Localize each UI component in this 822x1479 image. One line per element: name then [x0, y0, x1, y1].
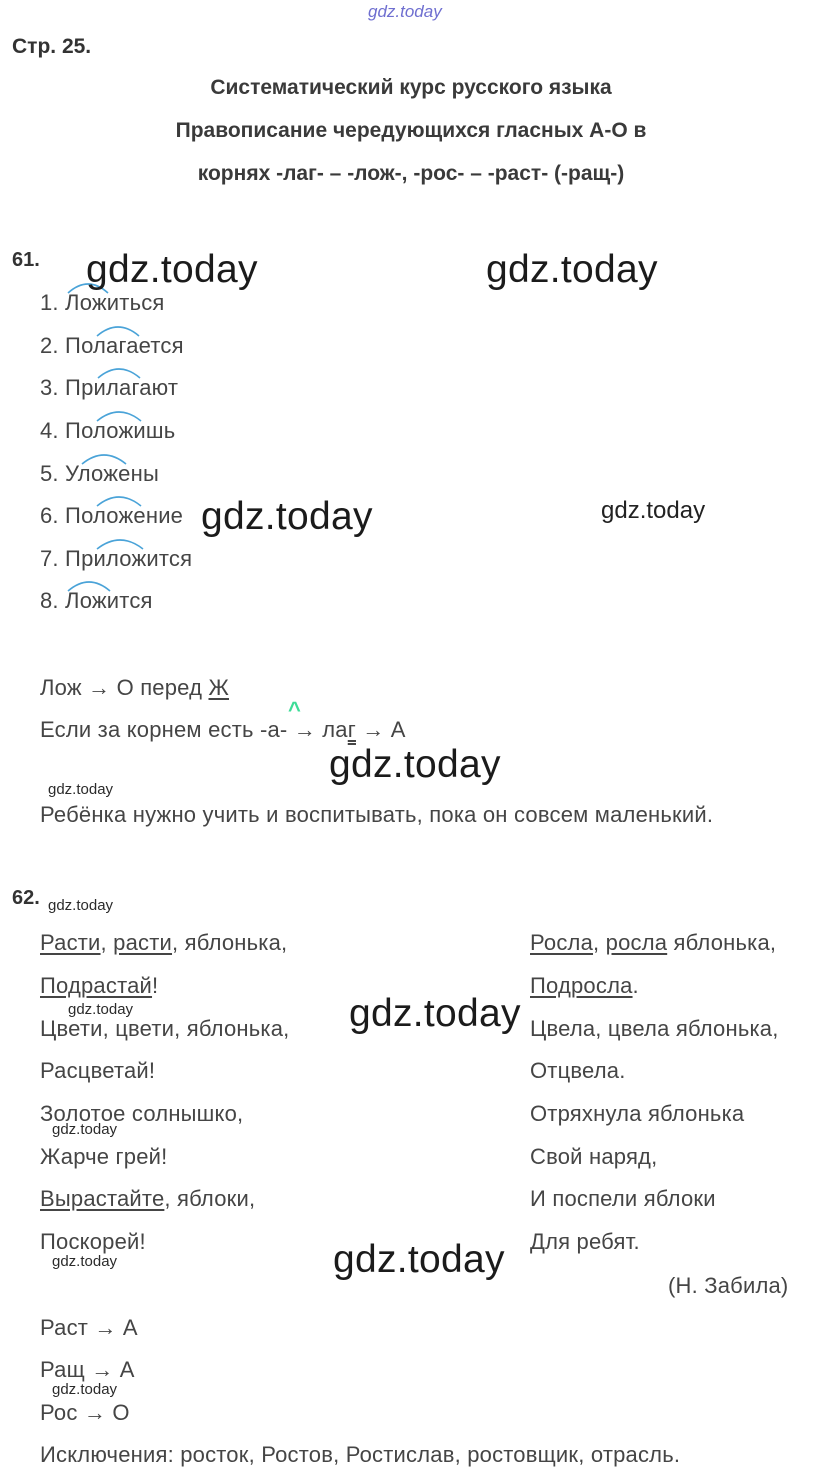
ex61-sentence: Ребёнка нужно учить и воспитывать, пока он совсем маленький. — [40, 802, 714, 827]
poem-left-line — [40, 1058, 155, 1084]
poem-right-line — [530, 1186, 716, 1212]
ex62-rule: Ращ → А — [40, 1357, 135, 1382]
watermark: gdz.today — [52, 1381, 118, 1398]
poem-text: яблонька, — [667, 930, 777, 955]
title-line-1: Систематический курс русского языка — [210, 76, 612, 99]
poem-text: Золотое солнышко, — [40, 1101, 244, 1126]
poem-right-line — [530, 930, 776, 956]
watermark: gdz.today — [333, 1238, 505, 1281]
title-line-3: корнях -лаг- – -лож-, -рос- – -раст- (-ращ-) — [197, 162, 625, 185]
ex61-item: 8. Ложится — [40, 588, 153, 613]
ex61-rule-1: Лож → О перед Ж — [40, 675, 229, 700]
ex61-item: 6. Положение — [40, 503, 184, 528]
poem-right-line — [530, 1058, 626, 1084]
watermark: gdz.today — [48, 897, 114, 914]
underlined-word: Росла — [530, 930, 594, 955]
title-line-2: Правописание чередующихся гласных А-О в — [175, 119, 647, 142]
poem-right-line — [530, 1144, 657, 1170]
watermark: gdz.today — [329, 743, 501, 786]
watermark: gdz.today — [86, 248, 258, 291]
page-number: Стр. 25. — [12, 35, 92, 58]
ex62-rule: Раст → А — [40, 1315, 138, 1340]
poem-left-line — [40, 1016, 289, 1042]
poem-text: ! — [152, 973, 159, 998]
ex61-item: 5. Уложены — [40, 461, 159, 486]
exercise-61-number: 61. — [12, 249, 40, 271]
underlined-word: Подрастай — [40, 973, 153, 998]
poem-text: Для ребят. — [530, 1229, 640, 1254]
poem-text: , — [593, 930, 606, 955]
underlined-word: Вырастайте — [40, 1186, 165, 1211]
underlined-word: Расти — [40, 930, 101, 955]
root-letter-mark: г — [347, 717, 356, 742]
watermark: gdz.today — [48, 781, 114, 798]
ex61-item: 4. Положишь — [40, 418, 176, 443]
watermark: gdz.today — [52, 1253, 118, 1270]
poem-left-line — [40, 973, 158, 999]
watermark: gdz.today — [68, 1001, 134, 1018]
underlined-word: Подросла — [530, 973, 633, 998]
poem-text: Цвети, цвети, яблонька, — [40, 1016, 290, 1041]
ex62-rule: Рос → О — [40, 1400, 130, 1425]
watermark: gdz.today — [201, 495, 373, 538]
ex61-rule-2: Если за корнем есть -а- → лаг → А — [40, 717, 406, 742]
suffix-caret-icon: ^ — [288, 697, 301, 722]
ex61-item: 1. Ложиться — [40, 290, 165, 315]
ex61-item: 7. Приложится — [40, 546, 193, 571]
exercise-62-number: 62. — [12, 887, 40, 909]
poem-left-line — [40, 1186, 255, 1212]
poem-text: И поспели яблоки — [530, 1186, 716, 1211]
watermark-top: gdz.today — [368, 2, 442, 21]
poem-text: Отряхнула яблонька — [530, 1101, 745, 1126]
poem-text: , яблоки, — [164, 1186, 256, 1211]
poem-text: Расцветай! — [40, 1058, 156, 1083]
watermark: gdz.today — [601, 497, 706, 524]
ex62-exceptions: Исключения: росток, Ростов, Ростислав, ростовщик, отрасль. — [40, 1442, 681, 1467]
poem-author: (Н. Забила) — [668, 1273, 789, 1298]
poem-right-line — [530, 973, 639, 999]
poem-left-line — [40, 1144, 167, 1170]
poem-text: Цвела, цвела яблонька, — [530, 1016, 779, 1041]
underlined-word: росла — [605, 930, 668, 955]
suffix-letter: а — [267, 717, 280, 742]
poem-text: . — [632, 973, 639, 998]
poem-text: Отцвела. — [530, 1058, 626, 1083]
poem-left-line — [40, 1229, 146, 1255]
poem-right-line — [530, 1016, 779, 1042]
poem-left-line — [40, 930, 287, 956]
ex61-item: 2. Полагается — [40, 333, 184, 358]
underlined-word: расти — [113, 930, 173, 955]
poem-text: Свой наряд, — [530, 1144, 658, 1169]
poem-text: Поскорей! — [40, 1229, 146, 1254]
watermark: gdz.today — [349, 992, 521, 1035]
ex61-item: 3. Прилагают — [40, 375, 179, 400]
watermark: gdz.today — [52, 1121, 118, 1138]
poem-text: Жарче грей! — [40, 1144, 168, 1169]
poem-text: , яблонька, — [172, 930, 288, 955]
poem-text: , — [100, 930, 114, 955]
watermark: gdz.today — [486, 248, 658, 291]
letter-mark: Ж — [208, 675, 229, 700]
poem-right-line — [530, 1101, 744, 1127]
poem-right-line — [530, 1229, 640, 1255]
